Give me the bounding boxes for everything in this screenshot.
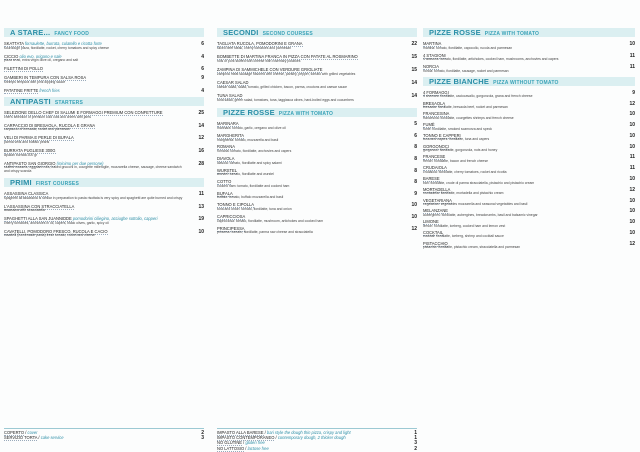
menu-item-title: ANTIPASTO SAN GIORGIO — [4, 160, 56, 166]
menu-item-description: cooked ham: tomato, fiordilatte and cooked ham — [217, 183, 290, 188]
menu-item — [423, 123, 635, 131]
footer-item-price: 1 — [414, 430, 417, 436]
menu-item-description: carpaccio of bresaola, rocket and parmesan — [4, 127, 70, 132]
menu-item — [217, 215, 417, 223]
menu-column-left — [4, 28, 204, 242]
menu-item-description: shrimps tempura with pink dipping sauce — [4, 79, 66, 84]
menu-item — [423, 199, 635, 207]
menu-item-description: 4 seasons: tomato, fiordilatte, artichokes, cooked ham, mushrooms, anchovies and capers — [423, 57, 559, 62]
menu-item — [4, 192, 204, 200]
menu-item-note: (minimo per due persone) — [56, 160, 104, 166]
footer-item-price: 2 — [414, 445, 417, 452]
menu-item-price: 28 — [198, 160, 204, 167]
menu-item-price: 10 — [629, 132, 635, 139]
menu-item-description: stuffed mussels, eggplant rolls, baked gnocchi in, courgette millefoglie, mozzarella cheese, sausage, cheese sandwich and crispy scarola — [4, 165, 182, 173]
menu-item-title: LIMONE — [423, 219, 439, 225]
footer-item-price: 1 — [414, 435, 417, 442]
menu-item-description: gorgonoci: fiordilatte, gorgonzola, nuts and honey — [423, 148, 498, 153]
section-header-primi — [4, 178, 204, 188]
menu-item-price: 10 — [198, 228, 204, 235]
footer-item-note: contemporary dough, 2 thicker dough — [277, 435, 346, 441]
menu-item-price: 14 — [411, 92, 417, 99]
section-subtitle: SECOND COURSES — [262, 31, 313, 37]
menu-item-price: 15 — [411, 53, 417, 60]
footer-item-note: bari style the dough thin pizza, crispy and light — [266, 430, 351, 435]
menu-item-description: cavatelli (homemade pasta) fresh tomato, rocket and cheese — [4, 233, 96, 238]
menu-item-price: 12 — [411, 225, 417, 232]
menu-item-title: MELANZANE — [423, 208, 449, 214]
menu-item-price: 11 — [629, 52, 635, 59]
menu-item-description: capricciosa: tomato, fiordilatte, mushroom, artichokes and cooked ham — [217, 218, 324, 223]
menu-item-price: 10 — [629, 143, 635, 150]
menu-item-price: 9 — [632, 89, 635, 96]
menu-item-title: WURSTEL — [217, 167, 238, 173]
menu-item — [217, 157, 417, 165]
menu-item-price: 11 — [629, 154, 635, 161]
menu-item-description: caesar salad, salad, tomato, grilled chicken, bacon, parma, croutons and caesar sauce — [217, 84, 348, 89]
menu-item-description: parma veils and buffalo pearls — [4, 140, 50, 145]
menu-item-title: PRINCIPESSA — [217, 225, 245, 231]
menu-item-title: SPAGHETTI ALLA SAN JUANNIDDE — [4, 216, 72, 222]
menu-item-price: 6 — [201, 66, 204, 73]
menu-item — [423, 42, 635, 50]
menu-item-description: chef's selection of premium cold cuts and chees with jams — [4, 114, 91, 119]
section-header-secondi — [217, 28, 417, 38]
footer-item-name: SERVIZIO TORTA / cake service — [4, 435, 64, 441]
section-subtitle: PIZZA WITH TOMATO — [278, 111, 334, 118]
menu-item-note: fornaulette, burrata, culatello e ricotta forte — [24, 41, 102, 46]
menu-item-title: CARPACCIO DI BRESAOLA, RUCOLA E GRANA — [4, 122, 96, 128]
menu-item-title: CRUDAIOLA — [423, 165, 447, 171]
menu-item-title: CAVATELLI, POMODORO FRESCO, RUCOLA E CACIO — [4, 228, 108, 234]
menu-item — [423, 242, 635, 250]
menu-item-title: L'ASSASSINA CON STRACCIATELLA — [4, 203, 75, 209]
menu-item-description: bresaola: fiordilatte, bresaola beef, rocket and parmesan — [423, 105, 508, 110]
section-header-antipasti — [4, 97, 204, 107]
menu-item-price: 16 — [198, 148, 204, 155]
menu-item-title: COCKTAIL — [423, 229, 444, 235]
menu-item — [217, 192, 417, 200]
menu-item-note: french fries — [39, 87, 60, 93]
menu-item-price: 13 — [198, 203, 204, 210]
menu-item-price: 10 — [629, 175, 635, 182]
menu-item — [4, 205, 204, 213]
menu-item — [217, 180, 417, 188]
menu-item-title: CICCIO — [4, 53, 19, 59]
menu-item-title: MARINARA — [217, 121, 239, 127]
section-title: A STARE... — [10, 28, 51, 37]
menu-item-title: GAMBERI IN TEMPURA CON SALSA ROSA — [4, 74, 87, 80]
section-title: PIZZE BIANCHE — [429, 76, 490, 86]
section-header-pizze-rosse-cont — [423, 28, 635, 38]
menu-item-title: CAESAR SALAD — [217, 79, 249, 85]
menu-item-description: wurstel: tomato, fiordilatte and wurstel — [217, 172, 274, 177]
menu-item-description: 4 cheeses: fiordilatte, caciocavallo, gorgonzola, grana and french cheese — [423, 94, 533, 99]
menu-item-title: TONNO E CAPPERI — [423, 132, 461, 138]
section-header-pizze-rosse — [217, 108, 417, 118]
menu-item — [423, 65, 635, 73]
footer-item-note: cover — [27, 430, 38, 435]
menu-item-note: pomodorini ciliegino, acciughe sottolio, capperi — [72, 216, 158, 222]
menu-item-price: 14 — [198, 122, 204, 129]
menu-item-title: BARESE — [423, 175, 440, 181]
menu-item-title: TONNO E CIPOLLA — [217, 202, 255, 208]
menu-item-price: 8 — [414, 156, 417, 163]
menu-item-title: VELI DI PARMA E PERLE DI BUFALA — [4, 135, 74, 141]
footer-item-title: IMPASTO CONTEMPORANEO — [217, 435, 275, 441]
menu-item-title: MARTINA — [423, 41, 442, 46]
footer-item — [4, 436, 204, 441]
menu-item — [423, 209, 635, 217]
menu-item-description: vegetarian: vegetables mozzarella and seasonal vegetables and basil — [423, 202, 528, 207]
menu-item — [217, 169, 417, 177]
menu-item-price: 10 — [629, 41, 635, 47]
menu-item-description: mortadella: fiordilatte, mortadella and pistachio cream — [423, 191, 504, 196]
menu-item-description: martina: tomato, fiordilatte, capocollo, rucola and parmesan — [423, 45, 513, 50]
footer-item-name: NO LATTOSIO / lactose free — [217, 445, 269, 451]
divider — [4, 428, 204, 429]
footer-item-price: 3 — [414, 440, 417, 447]
menu-item — [4, 136, 204, 144]
menu-item-description: marinara: tomato, garlic, oregano and olive oil — [217, 125, 286, 130]
section-subtitle: PIZZA WITHOUT TOMATO — [493, 79, 559, 86]
menu-item-price: 4 — [201, 53, 204, 60]
menu-item-price: 11 — [198, 190, 204, 197]
menu-item-description: tuna and onion: tomato, fiordilatte, tuna and onion — [217, 206, 292, 211]
menu-item-price: 10 — [629, 208, 635, 215]
menu-item-title: PISTACCHIO — [423, 240, 448, 246]
menu-item-price: 12 — [629, 186, 635, 193]
menu-item-title: VEGETARIANA — [423, 197, 452, 203]
menu-item-description: tuna salad, green salad, tomatoes, tuna, taggiasca olives, hard-boiled eggs and cucumbers — [217, 97, 354, 102]
menu-item-price: 5 — [414, 121, 417, 128]
menu-item-description: aubergines: fiordilatte, aubergines, breadcrumbs, basil and balsamic vinegar — [423, 212, 538, 217]
menu-item-price: 12 — [629, 240, 635, 247]
menu-item-title: FRANCESINA — [423, 111, 450, 117]
footer-item-title: NO LATTOSIO — [217, 445, 245, 451]
menu-item — [4, 67, 204, 72]
menu-item — [423, 54, 635, 62]
footer-item-name: IMPASTO ALLA BARESE / bari style the dough thin pizza, crispy and light — [217, 430, 351, 435]
menu-item-description: rolls of pork stuffed with cheese with rosemary potatoes — [217, 58, 301, 63]
menu-item-price: 12 — [629, 100, 635, 107]
section-title: SECONDI — [223, 28, 259, 37]
menu-item-description: spaghetti all'assassina is similar in preparation to pasta risottata is very spicy and spaghetti are quite burned and crispy — [4, 195, 183, 200]
menu-item-description: tuna and capers: fiordilatte, tuna and capers — [423, 137, 490, 142]
footer-item-price: 2 — [201, 430, 204, 436]
menu-item-price: 8 — [414, 179, 417, 186]
menu-item-name — [4, 67, 188, 72]
menu-item-title: PATATINE FRITTE — [4, 87, 39, 93]
menu-item-price: 10 — [629, 219, 635, 226]
menu-item-price: 25 — [198, 110, 204, 117]
menu-item-title: ASSASSINA CLASSICA — [4, 190, 49, 196]
menu-item — [423, 155, 635, 163]
menu-item-price: 9 — [414, 190, 417, 197]
menu-item-title: COTTO — [217, 179, 232, 185]
menu-item-price: 11 — [629, 165, 635, 172]
menu-item-description: cocktail: fiordilatte, iceberg, shrimp and cocktail sauce — [423, 234, 504, 239]
menu-item — [4, 42, 204, 50]
menu-item-description: margherita: tomato, mozzarella and basil — [217, 137, 279, 142]
menu-item — [423, 166, 635, 174]
menu-item — [423, 91, 635, 99]
menu-item-title: SELEZIONE DELLO CHEF DI SALUMI E FORMAGGI PREMIUM CON CONFETTURE — [4, 110, 163, 116]
menu-item — [423, 112, 635, 120]
menu-item — [423, 134, 635, 142]
menu-item-description: apulian burrata 300 gr — [4, 152, 38, 157]
menu-item — [217, 42, 417, 50]
menu-item — [217, 94, 417, 102]
section-title: PIZZE ROSSE — [223, 108, 275, 118]
menu-item-description: diavola: tomato, fiordilatte and spicy salami — [217, 160, 282, 165]
section-subtitle: FIRST COURSES — [35, 180, 80, 187]
menu-item — [423, 102, 635, 110]
menu-item-title: BURRATA PUGLIESE 300G — [4, 148, 56, 154]
menu-item-name — [4, 89, 188, 94]
menu-item-price: 15 — [411, 66, 417, 73]
menu-item — [423, 220, 635, 228]
footer-item — [217, 447, 417, 452]
menu-item-description: buffalo: tomato, buffalo mozzarella and basil — [217, 195, 284, 200]
menu-item-title: NORCIA — [423, 64, 439, 70]
menu-item-description: lemon: fiordilatte, iceberg, cooked ham and lemon zest — [423, 223, 506, 228]
footer-item-title: SERVIZIO TORTA — [4, 435, 38, 441]
menu-item-price: 10 — [629, 229, 635, 236]
section-subtitle: PIZZA WITH TOMATO — [484, 31, 540, 37]
footer-item-price: 3 — [201, 435, 204, 442]
section-subtitle: FANCY FOOD — [54, 31, 90, 37]
menu-item-description: bari: fiordilatte, crude di parma stracciatella, pistachio and pistachio cream — [423, 180, 535, 185]
menu-item-title: BUFALA — [217, 190, 233, 196]
footer-item-title: IMPASTO ALLA BARESE — [217, 430, 264, 435]
menu-item — [217, 145, 417, 153]
menu-item-title: 4 FORMAGGI — [423, 89, 449, 95]
menu-item-description: francesina: fiordilatte, courgettes shrimps and french cheese — [423, 115, 514, 120]
section-title: PIZZE ROSSE — [429, 28, 481, 37]
menu-item — [217, 134, 417, 142]
menu-item-description: zampina meat sausage flavored with cheese, parsley, pepper, tomato with grilled vegetables — [217, 71, 356, 76]
menu-item-title: 4 STAGIONI — [423, 52, 446, 58]
menu-item-title: ROMANA — [217, 144, 235, 150]
menu-item-title: GORGONOCI — [423, 143, 449, 149]
menu-item — [217, 81, 417, 89]
menu-column-middle — [217, 28, 417, 238]
menu-item-price: 10 — [629, 111, 635, 118]
menu-item-price: 12 — [198, 135, 204, 142]
menu-item-title: BOMBETTE DI MARTINA FRANCA IN PIZZA CON PATATE AL ROSMARINO — [217, 53, 358, 59]
menu-item — [217, 227, 417, 235]
menu-item-description: pistachio: fiordilatte, pistachio cream, stracciatella and parmesan — [423, 245, 521, 250]
menu-item-description: crudaiola: fiordilatte, cherry tomatoes, rocket and ricotta — [423, 169, 507, 174]
menu-item — [4, 111, 204, 119]
menu-item-title: FILETTINI DI POLLO — [4, 66, 43, 72]
menu-item-price: 8 — [414, 167, 417, 174]
menu-item — [4, 76, 204, 84]
menu-item-title: MARGHERITA — [217, 132, 244, 138]
menu-item-title: CAPRICCIOSA — [217, 213, 246, 219]
menu-item-description: princess: tomato, fiordilatte, parma raw cheese and stracciatella — [217, 230, 313, 235]
footer-item-name: NO GLUTINE / gluten free — [217, 440, 265, 446]
menu-item-title: SKATTATA — [4, 41, 24, 46]
menu-item-title: TAGLIATA RUCOLA, POMODORINI E GRANA — [217, 41, 303, 46]
section-header-starters — [4, 28, 204, 38]
menu-item-price: 10 — [411, 202, 417, 209]
menu-item-price: 6 — [201, 41, 204, 47]
footer-middle — [217, 431, 417, 452]
footer-item-note: gluten free — [245, 440, 265, 446]
menu-item-price: 19 — [198, 216, 204, 223]
menu-item-title: FRANCESE — [423, 154, 446, 160]
menu-item — [4, 230, 204, 238]
section-header-pizze-bianche — [423, 77, 635, 87]
divider — [217, 428, 417, 429]
footer-left — [4, 431, 204, 441]
menu-item-price: 6 — [414, 132, 417, 139]
menu-item-description: sliced beef steak, cherry tomatoes and parmesan — [217, 45, 292, 50]
menu-item-price: 14 — [411, 79, 417, 86]
menu-item — [4, 89, 204, 94]
menu-item — [4, 217, 204, 225]
menu-item-price: 9 — [201, 74, 204, 81]
menu-item — [423, 145, 635, 153]
menu-item-description: cherry tomatoes, anchovies in oil, capers, black olives, garlic, spicy oil — [4, 220, 109, 225]
menu-item — [423, 188, 635, 196]
section-title: PRIMI — [10, 177, 32, 187]
menu-item-note: olio evo, origano e sale — [19, 53, 62, 59]
menu-item-description: assassina with stracciatella — [4, 208, 45, 213]
menu-item-title: FUMÈ — [423, 122, 435, 128]
menu-item-description: norcia: tomato, fiordilatte, sausage, rocket and parmesan — [423, 68, 509, 73]
menu-column-right — [423, 28, 635, 252]
menu-item-price: 11 — [629, 64, 635, 71]
menu-item-description: fumè: fiordilatte, smoked scamorza and speck — [423, 126, 492, 131]
menu-item-price: 8 — [414, 144, 417, 151]
menu-item — [217, 68, 417, 76]
menu-item-price: 4 — [201, 87, 204, 94]
menu-item-title: ZAMPINA DI SAMMICHELE CON VERDURE GRIGLIATE — [217, 66, 323, 72]
footer-item-name: COPERTO / cover — [4, 430, 38, 435]
menu-item-price: 10 — [629, 197, 635, 204]
menu-item — [4, 55, 204, 63]
menu-item-title: DIAVOLA — [217, 156, 235, 162]
footer-item-title: COPERTO — [4, 430, 25, 435]
menu-item-description: pizza crust, extra virgin olive oil, oregano and salt — [4, 58, 79, 63]
menu-item — [217, 203, 417, 211]
menu-item-title: TUNA SALAD — [217, 92, 243, 98]
menu-item-description: french: fiordilatte, bacon and french cheese — [423, 159, 489, 164]
footer-item-note: cake service — [40, 435, 64, 441]
menu-item-title: MORTADELLA — [423, 186, 451, 192]
menu-item — [4, 162, 204, 174]
section-subtitle: STARTERS — [54, 100, 84, 107]
menu-item-price: 10 — [411, 213, 417, 220]
menu-item — [217, 122, 417, 130]
menu-item — [423, 231, 635, 239]
section-title: ANTIPASTI — [10, 97, 51, 107]
menu-item-price: 10 — [629, 122, 635, 129]
menu-item-description: sourdough pizza, fiordilatte, rocket, cherry tomatoes and spicy cheese — [4, 45, 109, 50]
footer-item-note: lactose free — [247, 445, 269, 451]
menu-item-title: BRESAOLA — [423, 100, 446, 106]
menu-item-price: 22 — [411, 41, 417, 47]
menu-item — [423, 177, 635, 185]
menu-item — [4, 124, 204, 132]
menu-item — [217, 55, 417, 63]
menu-item-description: romana: tomato, fiordilatte, anchovies and capers — [217, 149, 292, 154]
footer-item-name: IMPASTO CONTEMPORANEO / contemporary dough, 2 thicker dough — [217, 435, 346, 441]
footer-item-title: NO GLUTINE — [217, 440, 243, 446]
menu-item — [4, 149, 204, 157]
